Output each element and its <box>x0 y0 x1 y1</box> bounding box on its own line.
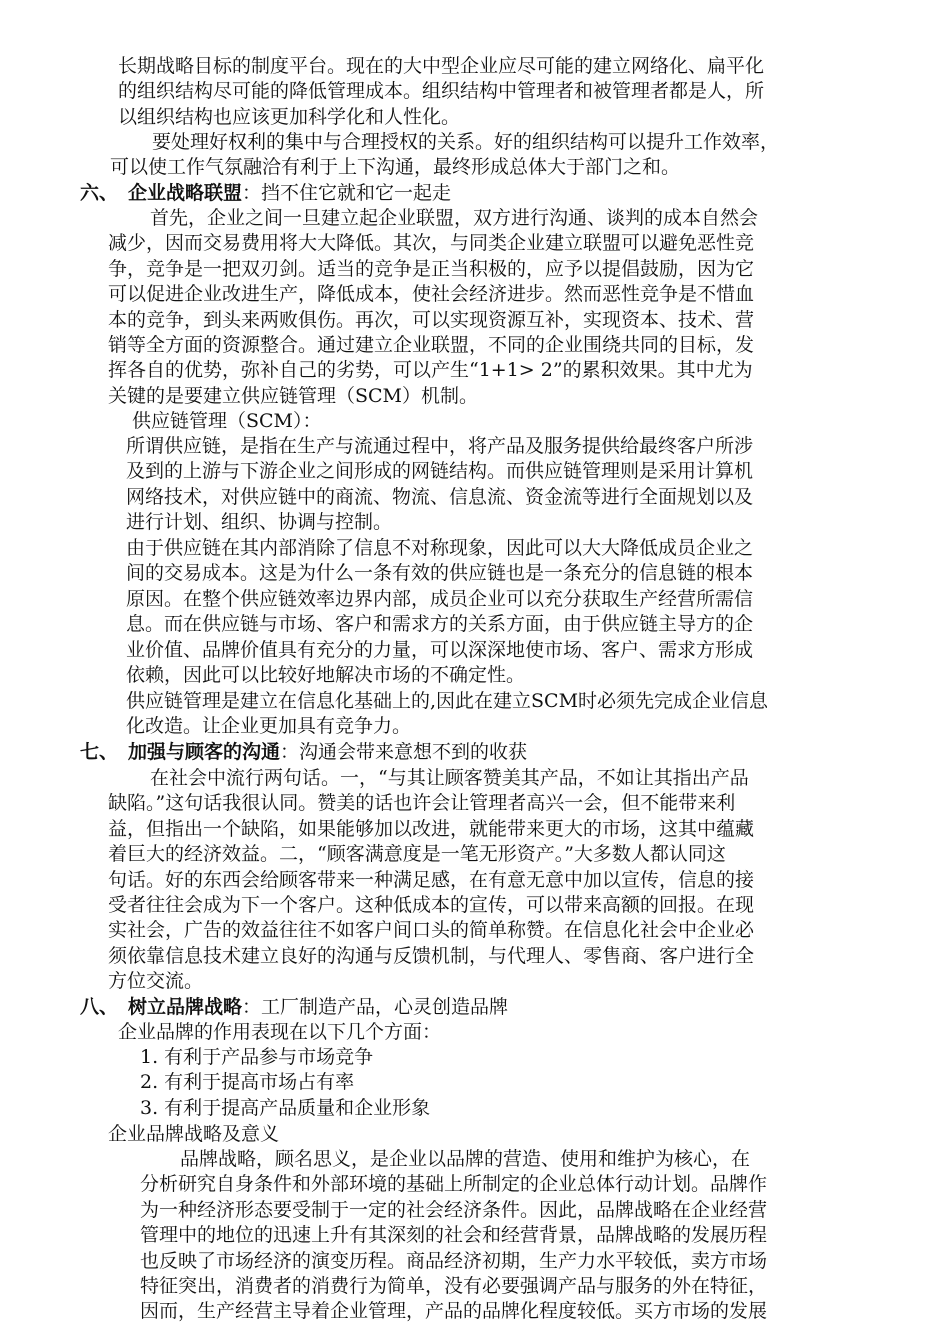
section-title: 树立品牌战略 <box>128 996 243 1018</box>
text-line: 进行计划、组织、协调与控制。 <box>126 511 393 534</box>
text-line: 由于供应链在其内部消除了信息不对称现象，因此可以大大降低成员企业之 <box>126 537 754 559</box>
text-line: 本的竞争，到头来两败俱伤。再次，可以实现资源互补，实现资本、技术、营 <box>108 308 755 331</box>
text-line: 企业品牌战略及意义 <box>108 1123 280 1145</box>
text-line: 挥各自的优势，弥补自己的劣势，可以产生“1+1> 2”的累积效果。其中尤为 <box>108 359 753 382</box>
brand-intro <box>118 1020 818 1045</box>
text-line: 品牌战略，顾名思义，是企业以品牌的营造、使用和维护为核心，在 <box>180 1148 751 1170</box>
section-heading-7 <box>80 740 527 765</box>
text-line: 业价值、品牌价值具有充分的力量，可以深深地使市场、客户、需求方形成 <box>126 638 754 661</box>
text-line: 因而，生产经营主导着企业管理，产品的品牌化程度较低。买方市场的发展 <box>140 1300 768 1323</box>
text-line: 受者往往会成为下一个客户。这种低成本的宣传，可以带来高额的回报。在现 <box>108 894 755 917</box>
text-line: 方位交流。 <box>108 970 204 993</box>
brand-list-item-3: 3. 有利于提高产品质量和企业形象 <box>140 1097 431 1119</box>
section-title: 加强与顾客的沟通 <box>128 741 281 763</box>
text-line: 着巨大的经济效益。二，“顾客满意度是一笔无形资产。”大多数人都认同这 <box>108 843 726 866</box>
text-line: 以组织结构也应该更加科学化和人性化。 <box>118 105 461 128</box>
text-line: 网络技术，对供应链中的商流、物流、信息流、资金流等进行全面规划以及 <box>126 485 754 508</box>
scm-label <box>132 409 832 434</box>
text-line: 句话。好的东西会给顾客带来一种满足感，在有意无意中加以宣传，信息的接 <box>108 868 755 891</box>
section-subtitle: ：工厂制造产品，心灵创造品牌 <box>242 996 509 1018</box>
text-line: 要处理好权利的集中与合理授权的关系。好的组织结构可以提升工作效率， <box>152 131 780 153</box>
section-heading-8 <box>80 995 508 1020</box>
paragraph-power <box>110 130 888 181</box>
text-line: 缺陷。”这句话我很认同。赞美的话也许会让管理者高兴一会，但不能带来利 <box>108 792 736 815</box>
text-line: 化改造。让企业更加具有竞争力。 <box>126 715 412 738</box>
text-line: 可以促进企业改进生产，降低成本，使社会经济进步。然而恶性竞争是不惜血 <box>108 283 755 306</box>
text-line: 所谓供应链，是指在生产与流通过程中，将产品及服务提供给最终客户所涉 <box>126 435 754 457</box>
text-line: 争，竞争是一把双刃剑。适当的竞争是正当积极的，应予以提倡鼓励，因为它 <box>108 257 755 280</box>
text-line: 可以使工作气氛融洽有利于上下沟通，最终形成总体大于部门之和。 <box>110 156 681 179</box>
text-line: 在社会中流行两句话。一，“与其让顾客赞美其产品，不如让其指出产品 <box>150 767 749 789</box>
text-line: 须依靠信息技术建立良好的沟通与反馈机制，与代理人、零售商、客户进行全 <box>108 944 755 967</box>
text-line: 为一种经济形态要受制于一定的社会经济条件。因此，品牌战略在企业经营 <box>140 1198 768 1221</box>
text-line: 分析研究自身条件和外部环境的基础上所制定的企业总体行动计划。品牌作 <box>140 1173 768 1196</box>
section-number: 六、 <box>80 182 119 204</box>
text-line: 实社会，广告的效益往往不如客户间口头的简单称赞。在信息化社会中企业必 <box>108 919 755 942</box>
text-line: 企业品牌的作用表现在以下几个方面： <box>118 1021 442 1043</box>
text-line: 原因。在整个供应链效率边界内部，成员企业可以充分获取生产经营所需信 <box>126 587 754 610</box>
paragraph-brand-strategy <box>140 1147 880 1325</box>
section-number: 八、 <box>80 996 119 1018</box>
text-line: 销等全方面的资源整合。通过建立企业联盟，不同的企业围绕共同的目标，发 <box>108 334 755 357</box>
brand-list-item-1: 1. 有利于产品参与市场竞争 <box>140 1046 374 1068</box>
paragraph-scm-definition <box>126 434 880 536</box>
text-line: 减少，因而交易费用将大大降低。其次，与同类企业建立联盟可以避免恶性竞 <box>108 232 755 255</box>
text-line: 益，但指出一个缺陷，如果能够加以改进，就能带来更大的市场，这其中蕴藏 <box>108 817 755 840</box>
text-line: 间的交易成本。这是为什么一条有效的供应链也是一条充分的信息链的根本 <box>126 562 754 585</box>
text-line: 长期战略目标的制度平台。现在的大中型企业应尽可能的建立网络化、扁平化 <box>118 55 765 77</box>
text-line: 也反映了市场经济的演变历程。商品经济初期，生产力水平较低，卖方市场 <box>140 1249 768 1272</box>
text-line: 的组织结构尽可能的降低管理成本。组织结构中管理者和被管理者都是人，所 <box>118 80 765 103</box>
text-line: 供应链管理（SCM）： <box>132 410 322 432</box>
brand-list-item-2: 2. 有利于提高市场占有率 <box>140 1071 355 1093</box>
section-title: 企业战略联盟 <box>128 182 243 204</box>
section-heading-6 <box>80 181 451 206</box>
brand-strategy-label <box>108 1122 808 1147</box>
paragraph-org-structure <box>118 54 880 130</box>
text-line: 关键的是要建立供应链管理（SCM）机制。 <box>108 384 479 407</box>
text-line: 特征突出，消费者的消费行为简单，没有必要强调产品与服务的外在特征， <box>140 1275 768 1298</box>
text-line: 及到的上游与下游企业之间形成的网链结构。而供应链管理则是采用计算机 <box>126 460 754 483</box>
text-line: 管理中的地位的迅速上升有其深刻的社会和经营背景，品牌战略的发展历程 <box>140 1224 768 1247</box>
paragraph-scm-reason <box>126 536 880 688</box>
text-line: 首先，企业之间一旦建立起企业联盟，双方进行沟通、谈判的成本自然会 <box>150 207 759 229</box>
section-subtitle: ：挡不住它就和它一起走 <box>242 182 452 204</box>
text-line: 依赖，因此可以比较好地解决市场的不确定性。 <box>126 664 526 687</box>
section-subtitle: ：沟通会带来意想不到的收获 <box>280 741 528 763</box>
paragraph-communication <box>108 766 880 995</box>
paragraph-scm-info <box>126 689 880 740</box>
section-number: 七、 <box>80 741 119 763</box>
text-line: 息。而在供应链与市场、客户和需求方的关系方面，由于供应链主导方的企 <box>126 613 754 636</box>
paragraph-alliance <box>108 206 880 409</box>
text-line: 供应链管理是建立在信息化基础上的,因此在建立SCM时必须先完成企业信息 <box>126 690 769 712</box>
